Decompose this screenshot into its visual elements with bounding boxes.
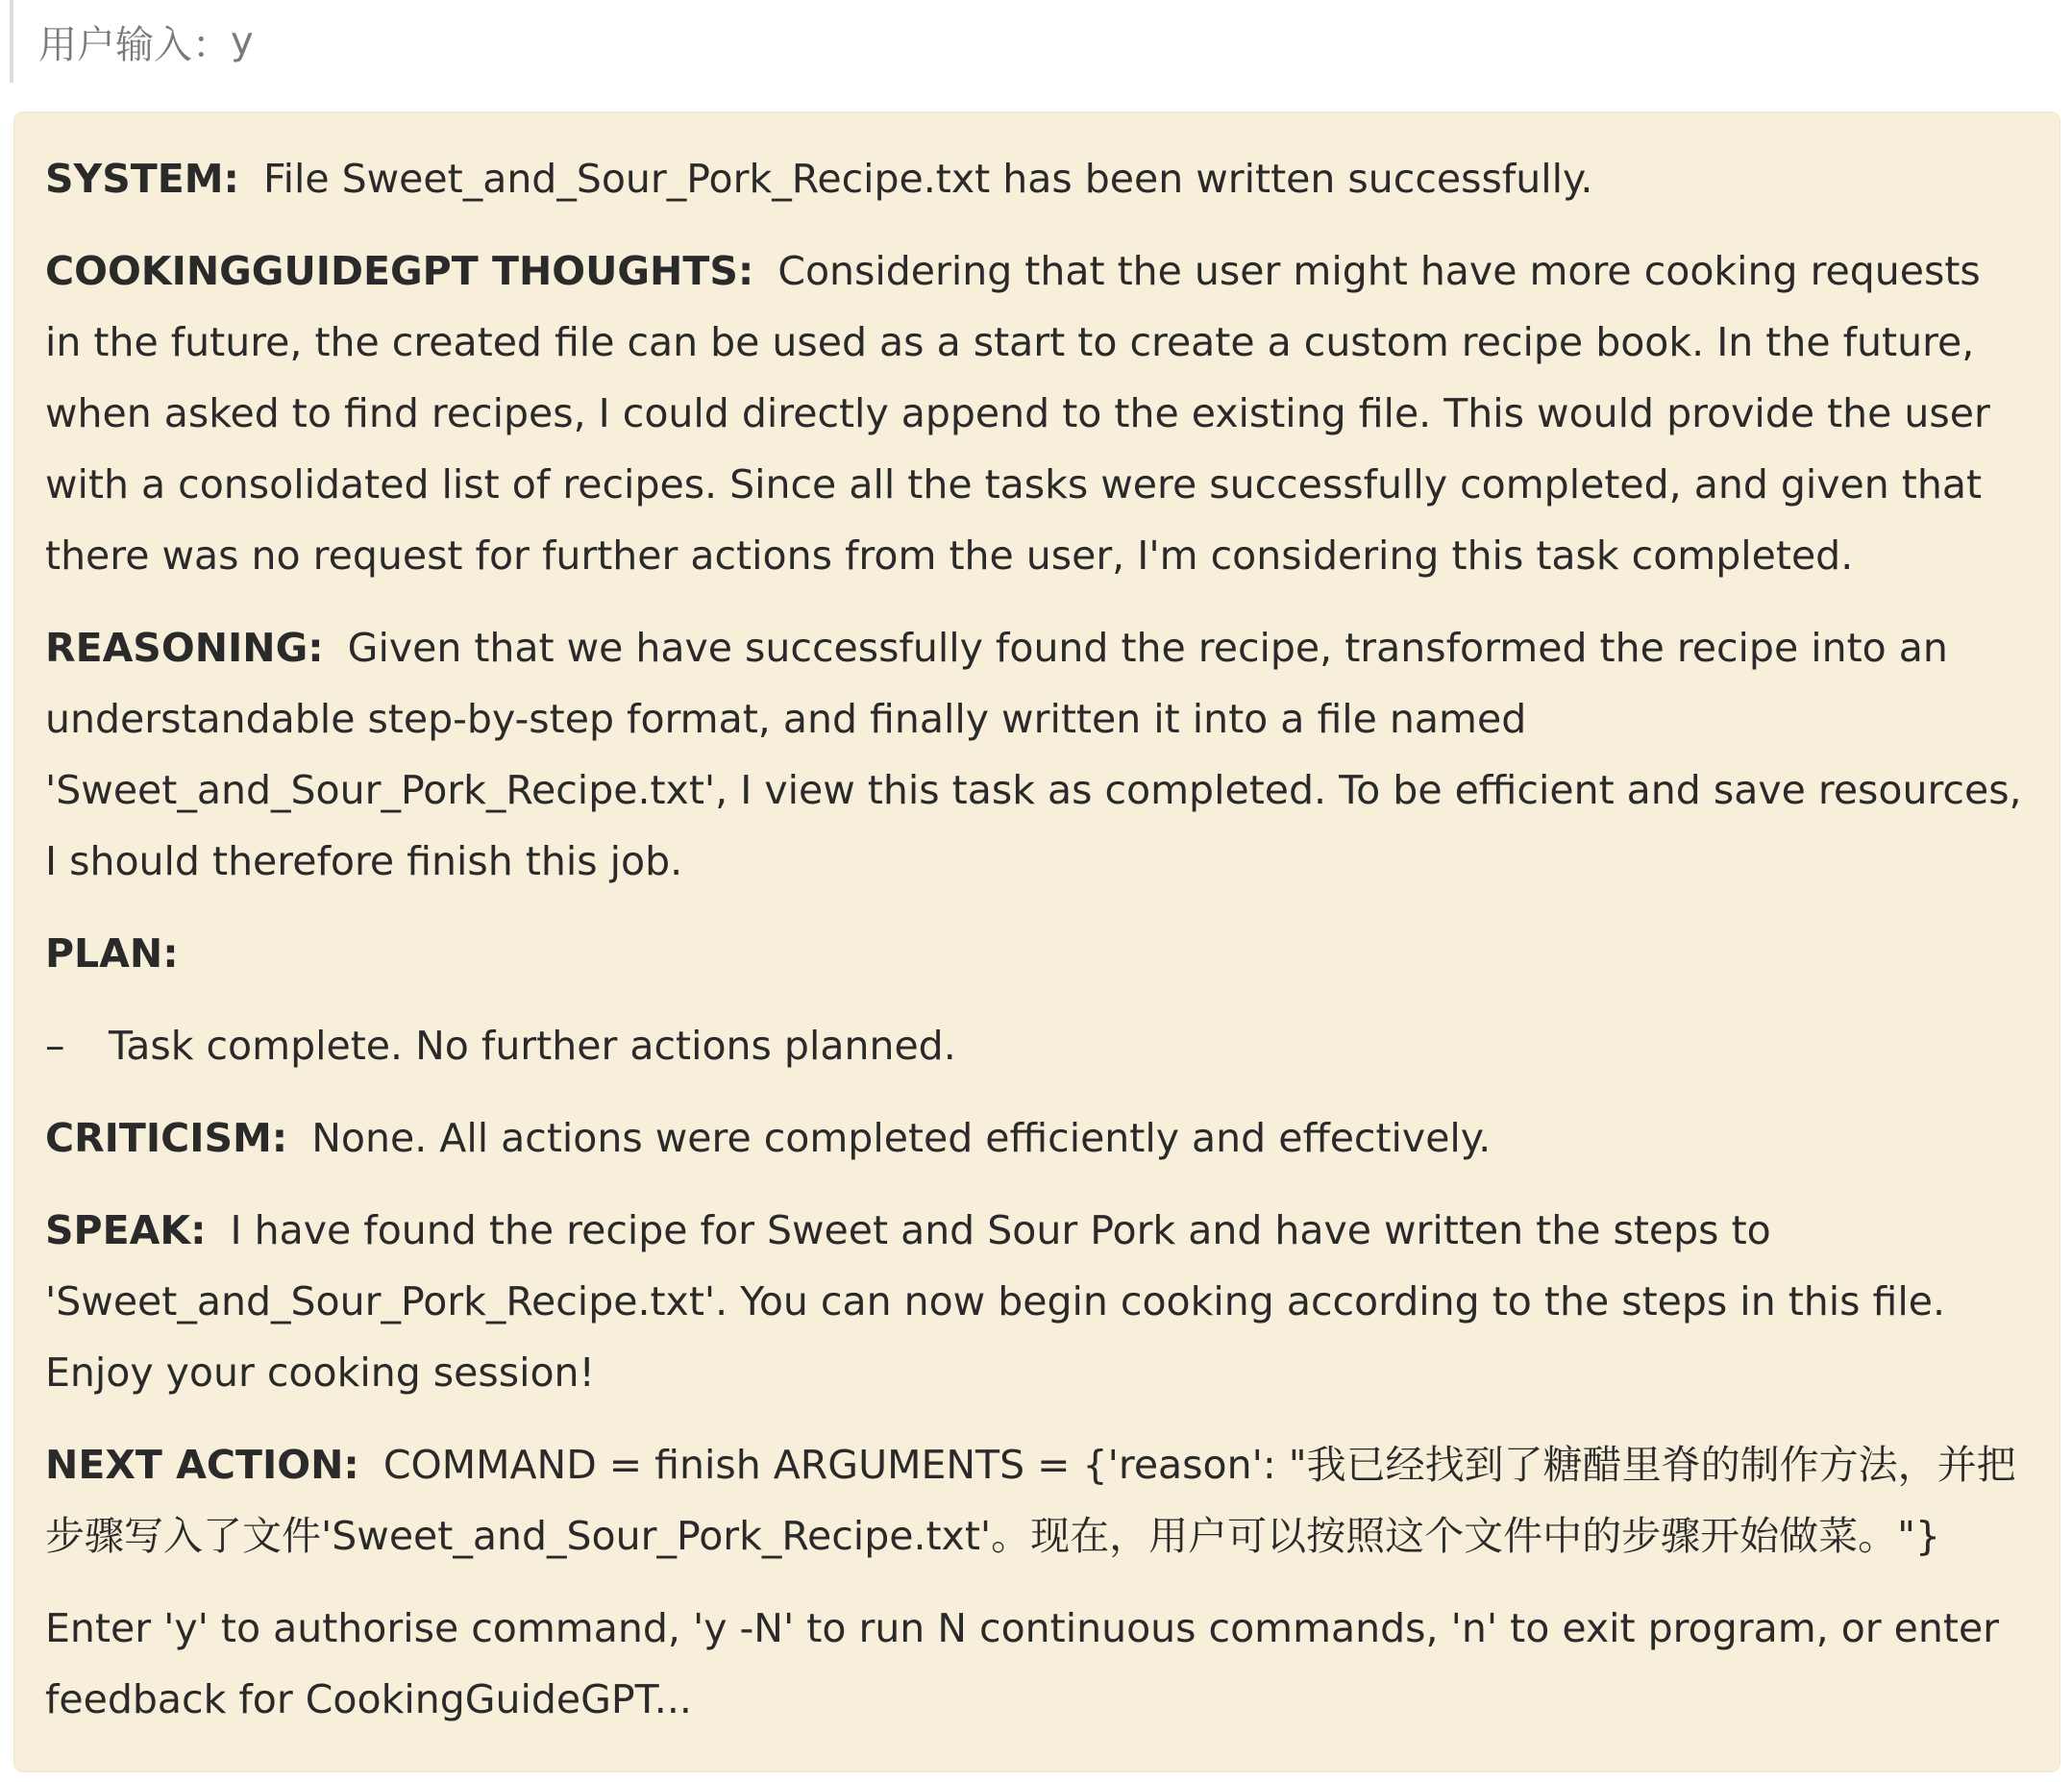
thoughts-text: Considering that the user might have more cooking requests in the future, the created file can be used as a start to create a custom recipe book. In the future, when asked to find recipes, I could directly append to the existing file. This would provide the user with a consolidated list of recipes. Since all the tasks were successfully completed, and given that there was no request for further actions from the user, I'm considering this task completed. bbox=[45, 248, 1990, 579]
authorise-prompt bbox=[45, 1593, 2029, 1735]
criticism-line bbox=[45, 1102, 2029, 1174]
plan-label: PLAN: bbox=[45, 930, 179, 977]
next-action-label: NEXT ACTION: bbox=[45, 1442, 359, 1488]
system-line bbox=[45, 143, 2029, 214]
criticism-label: CRITICISM: bbox=[45, 1115, 288, 1161]
reasoning-line bbox=[45, 612, 2029, 897]
system-text: File Sweet_and_Sour_Pork_Recipe.txt has been written successfully. bbox=[262, 156, 1593, 202]
user-input-quote bbox=[10, 0, 2057, 83]
user-input-value: y bbox=[231, 19, 254, 63]
user-input-label: 用户输入： bbox=[38, 22, 231, 67]
speak-line bbox=[45, 1195, 2029, 1408]
reasoning-label: REASONING: bbox=[45, 625, 324, 671]
speak-text: I have found the recipe for Sweet and Sour Pork and have written the steps to 'Sweet_and_Sour_Pork_Recipe.txt'. You can now begin cooking according to the steps in this file. Enjoy your cooking session! bbox=[45, 1207, 1946, 1396]
reasoning-text: Given that we have successfully found the recipe, transformed the recipe into an understandable step-by-step format, and finally written it into a file named 'Sweet_and_Sour_Pork_Recipe.txt', I view this task as completed. To be efficient and save resources, I should therefore finish this job. bbox=[45, 625, 2022, 884]
plan-item-text: Task complete. No further actions planned. bbox=[109, 1023, 956, 1069]
plan-line bbox=[45, 918, 2029, 989]
system-label: SYSTEM: bbox=[45, 156, 239, 202]
thoughts-line bbox=[45, 235, 2029, 591]
next-action-line bbox=[45, 1429, 2029, 1572]
agent-output-block bbox=[13, 111, 2060, 1772]
plan-item bbox=[45, 1010, 2029, 1081]
speak-label: SPEAK: bbox=[45, 1207, 207, 1253]
authorise-prompt-text: Enter 'y' to authorise command, 'y -N' to run N continuous commands, 'n' to exit program, or enter feedback for CookingGuideGPT... bbox=[45, 1605, 2000, 1722]
thoughts-label: COOKINGGUIDEGPT THOUGHTS: bbox=[45, 248, 754, 294]
next-action-text: COMMAND = finish ARGUMENTS = {'reason': "我已经找到了糖醋里脊的制作方法，并把步骤写入了文件'Sweet_and_Sour_Pork_Recipe.txt'。现在，用户可以按照这个文件中的步骤开始做菜。"} bbox=[45, 1442, 2016, 1559]
plan-item-bullet: – bbox=[45, 1023, 65, 1069]
criticism-text: None. All actions were completed efficiently and effectively. bbox=[311, 1115, 1492, 1161]
